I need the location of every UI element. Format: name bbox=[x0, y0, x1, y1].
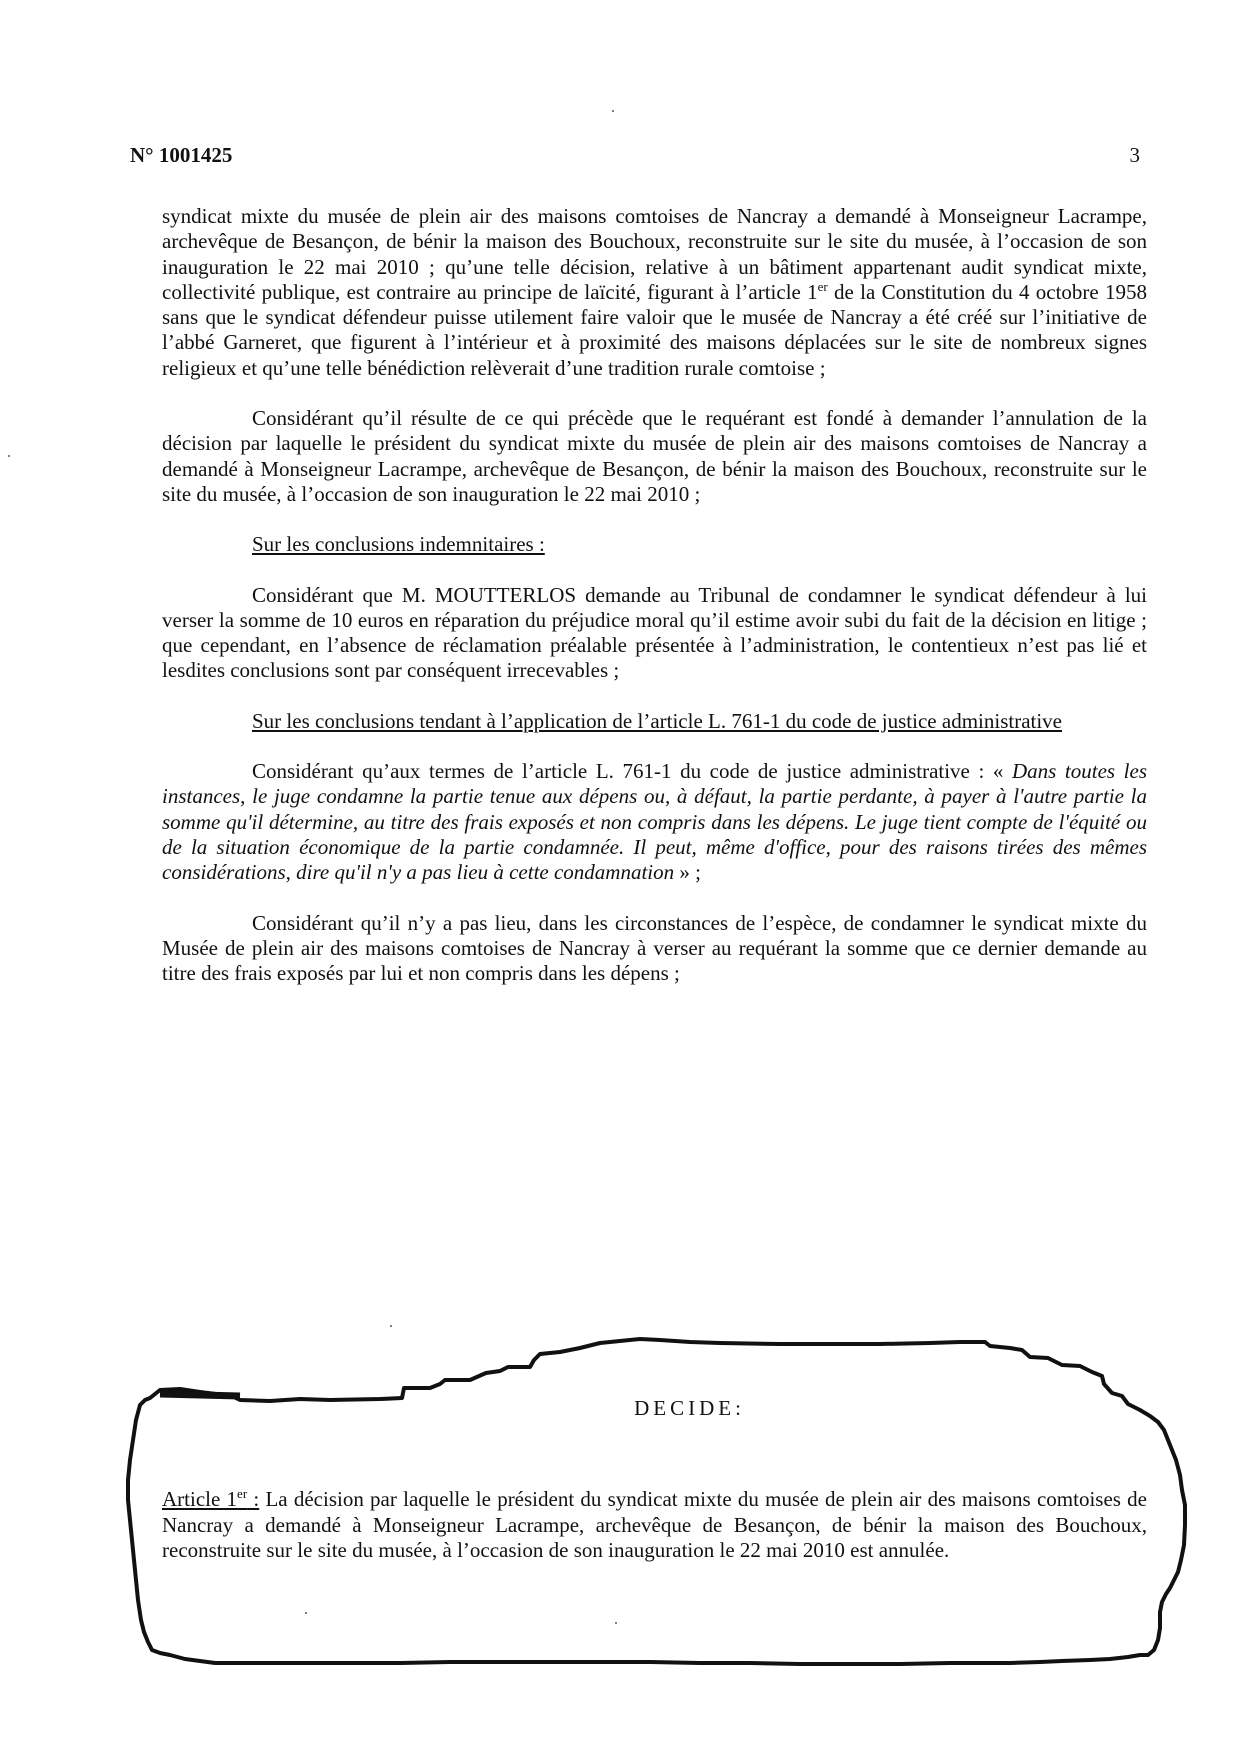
case-number: N° 1001425 bbox=[130, 143, 233, 167]
article-1 bbox=[162, 1487, 1147, 1563]
scan-speck bbox=[612, 110, 614, 112]
scan-speck bbox=[615, 1622, 617, 1624]
superscript: er bbox=[237, 1486, 248, 1502]
article-label-text: Article 1 bbox=[162, 1487, 238, 1512]
article-label-colon: : bbox=[247, 1487, 260, 1512]
paragraph-indemnitaires: Considérant que M. MOUTTERLOS demande au Tribunal de condamner le syndicat défendeur à lui verser la somme de 10 euros en réparation du préjudice moral qu’il estime avoir subi du fait de la décision en litige ; que cependant, en l’absence de réclamation préalable présentée à l’administration, le contentieux n’est pas lié et lesdites conclusions sont par conséquent irrecevables ; bbox=[162, 582, 1147, 683]
paragraph-text: Considérant qu’aux termes de l’article L. 761-1 du code de justice administrative : bbox=[252, 759, 985, 784]
article-label bbox=[162, 1487, 259, 1511]
paragraph-annulation: Considérant qu’il résulte de ce qui précède que le requérant est fondé à demander l’annulation de la décision par laquelle le président du syndicat mixte du musée de plein air des maisons comtoises de Nancray a demandé à Monseigneur Lacrampe, archevêque de Besançon, de bénir la maison des Bouchoux, reconstruite sur le site du musée, à l’occasion de son inauguration le 22 mai 2010 ; bbox=[162, 406, 1147, 506]
decision-block bbox=[162, 1396, 1147, 1563]
paragraph-frais: Considérant qu’il n’y a pas lieu, dans les circonstances de l’espèce, de condamner le syndicat mixte du Musée de plein air des maisons comtoises de Nancray à verser au requérant la somme que ce dernier demande au titre des frais exposés par lui et non compris dans les dépens ; bbox=[162, 910, 1147, 986]
quoted-law-text: Dans toutes les instances, le juge condamne la partie tenue aux dépens ou, à défaut, la partie perdante, à payer à l'autre partie la somme qu'il détermine, au titre des frais exposés et non compris dans les dépens. Le juge tient compte de l'équité ou de la situation économique de la partie condamnée. Il peut, même d'office, pour des raisons tirées des mêmes considérations, dire qu'il n'y a pas lieu à cette condamnation bbox=[162, 759, 1148, 885]
paragraph-article-l761 bbox=[162, 759, 1147, 885]
heading-indemnitaires bbox=[162, 532, 1147, 557]
document-body bbox=[162, 204, 1147, 986]
superscript: er bbox=[817, 278, 828, 294]
quote-close: » ; bbox=[674, 860, 701, 885]
quote-open: « bbox=[992, 759, 1012, 784]
heading-text: Sur les conclusions indemnitaires : bbox=[252, 532, 545, 557]
page-header bbox=[130, 143, 1140, 173]
heading-text: Sur les conclusions tendant à l’application de l’article L. 761-1 du code de justice administrative bbox=[252, 708, 1063, 733]
scan-speck bbox=[305, 1612, 307, 1614]
article-text: La décision par laquelle le président du syndicat mixte du musée de plein air des maisons comtoises de Nancray a demandé à Monseigneur Lacrampe, archevêque de Besançon, de bénir la maison des Bouchoux, reconstruite sur le site du musée, à l’occasion de son inauguration le 22 mai 2010 est annulée. bbox=[162, 1487, 1147, 1562]
paragraph-text: de la Constitution du 4 octobre 1958 sans que le syndicat défendeur puisse utilement faire valoir que le musée de Nancray a été créé sur l’initiative de l’abbé Garneret, que figurent à l’intérieur et à proximité des maisons déplacées sur le site de nombreux signes religieux et qu’une telle bénédiction relèverait d’une tradition rurale comtoise ; bbox=[162, 279, 1148, 380]
scan-speck bbox=[8, 455, 10, 457]
paragraph-laicite bbox=[162, 204, 1147, 381]
heading-article-l761 bbox=[162, 709, 1147, 734]
scan-speck bbox=[390, 1325, 392, 1327]
page-number: 3 bbox=[1129, 143, 1140, 167]
paragraph-text: syndicat mixte du musée de plein air des maisons comtoises de Nancray a demandé à Monseigneur Lacrampe, archevêque de Besançon, de bénir la maison des Bouchoux, reconstruite sur le site du musée, à l’occasion de son inauguration le 22 mai 2010 ; qu’une telle décision, relative à un bâtiment appartenant audit syndicat mixte, collectivité publique, est contraire au principe de laïcité, figurant à l’article 1 bbox=[162, 204, 1147, 304]
decide-title: DECIDE: bbox=[634, 1396, 745, 1420]
